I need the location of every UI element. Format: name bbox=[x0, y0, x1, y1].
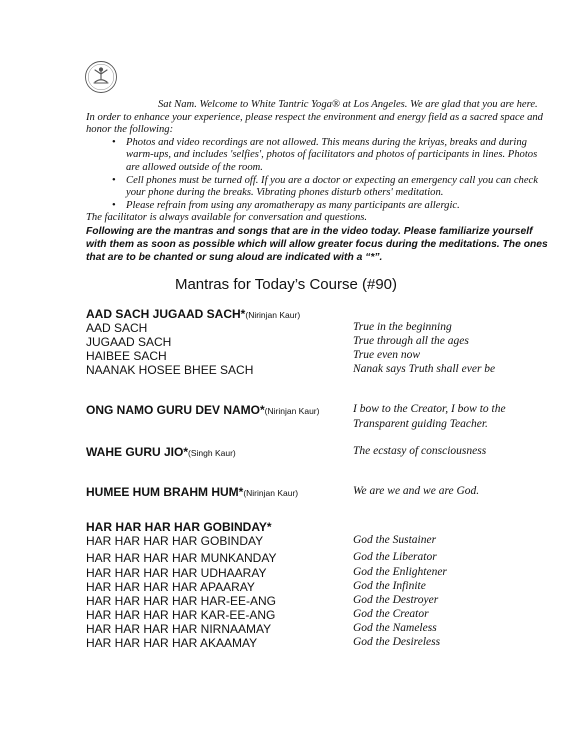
mantra-heading: WAHE GURU JIO*(Singh Kaur) bbox=[86, 445, 236, 459]
translation-continued-row bbox=[86, 418, 556, 432]
translation: God the Infinite bbox=[353, 580, 426, 592]
intro-lead-text: In order to enhance your experience, please respect the environment and energy field as a sacred space and honor the following: bbox=[86, 111, 543, 136]
mantra-line-row bbox=[86, 622, 556, 636]
mantra-line: HAR HAR HAR HAR AKAAMAY bbox=[86, 636, 258, 650]
mantra-line: HAR HAR HAR HAR APAARAY bbox=[86, 580, 255, 594]
mantra-line: JUGAAD SACH bbox=[86, 335, 172, 349]
mantra-heading-row bbox=[86, 445, 556, 459]
mantra-line-row bbox=[86, 636, 556, 650]
translation: God the Nameless bbox=[353, 622, 437, 634]
guidelines-list bbox=[86, 137, 548, 213]
mantra-line: HAR HAR HAR HAR UDHAARAY bbox=[86, 566, 267, 580]
translation: Transparent guiding Teacher. bbox=[353, 418, 488, 430]
translation: God the Creator bbox=[353, 608, 429, 620]
translation: True through all the ages bbox=[353, 335, 469, 347]
mantra-line: AAD SACH bbox=[86, 321, 148, 335]
mantra-line-row bbox=[86, 566, 556, 580]
welcome-text: Sat Nam. Welcome to White Tantric Yoga® at Los Angeles. We are glad that you are here. bbox=[158, 99, 538, 110]
translation: God the Enlightener bbox=[353, 566, 447, 578]
mantra-heading: AAD SACH JUGAAD SACH*(Nirinjan Kaur) bbox=[86, 307, 301, 321]
translation: Nanak says Truth shall ever be bbox=[353, 363, 496, 375]
translation: We are we and we are God. bbox=[353, 485, 480, 497]
mantra-heading-row bbox=[86, 403, 556, 417]
mantra-notice: Following are the mantras and songs that are in the video today. Please familiarize yourself with them as soon as possible which will allow greater focus during the meditations. The ones that are to be chanted or sung aloud are indicated with a “*”. bbox=[86, 226, 548, 263]
mantra-line: NAANAK HOSEE BHEE SACH bbox=[86, 363, 254, 377]
mantra-line: HAR HAR HAR HAR NIRNAAMAY bbox=[86, 622, 272, 636]
mantra-line: HAR HAR HAR HAR HAR-EE-ANG bbox=[86, 594, 277, 608]
course-title: Mantras for Today’s Course (#90) bbox=[174, 276, 398, 293]
mantra-credit: (Nirinjan Kaur) bbox=[245, 310, 301, 320]
intro-section bbox=[86, 99, 548, 225]
mantra-heading: ONG NAMO GURU DEV NAMO*(Nirinjan Kaur) bbox=[86, 403, 320, 417]
translation: The ecstasy of consciousness bbox=[353, 445, 487, 457]
guideline-item: • Photos and video recordings are not allowed. This means during the kriyas, breaks and during warm-ups, and includes 'selfies', photos of facilitators and photos of participants in lines. Photos are allowed outside of the room. bbox=[114, 137, 548, 175]
mantra-line: HAR HAR HAR HAR KAR-EE-ANG bbox=[86, 608, 276, 622]
mantra-credit: (Nirinjan Kaur) bbox=[264, 406, 320, 416]
mantra-line-row bbox=[86, 534, 556, 548]
mantra-heading: HUMEE HUM BRAHM HUM*(Nirinjan Kaur) bbox=[86, 485, 299, 499]
translation: True even now bbox=[353, 349, 421, 361]
mantra-line-row bbox=[86, 363, 556, 377]
mantra-line-row bbox=[86, 608, 556, 622]
mantra-credit: (Nirinjan Kaur) bbox=[243, 488, 299, 498]
mantra-line-row bbox=[86, 349, 556, 363]
mantra-line-row bbox=[86, 335, 556, 349]
translation: God the Sustainer bbox=[353, 534, 437, 546]
guideline-item: • Cell phones must be turned off. If you are a doctor or expecting an emergency call you can check your phone during the breaks. Vibrating phones disturb others' meditation. bbox=[114, 175, 548, 200]
translation: I bow to the Creator, I bow to the bbox=[353, 403, 506, 415]
mantra-line: HAIBEE SACH bbox=[86, 349, 167, 363]
translation: God the Destroyer bbox=[353, 594, 439, 606]
facilitator-note: The facilitator is always available for conversation and questions. bbox=[86, 212, 368, 224]
mantra-heading-row bbox=[86, 520, 556, 534]
translation: True in the beginning bbox=[353, 321, 452, 333]
mantra-line-row bbox=[86, 580, 556, 594]
mantra-line-row bbox=[86, 551, 556, 565]
mantra-heading-row bbox=[86, 307, 556, 321]
mantra-line: HAR HAR HAR HAR GOBINDAY bbox=[86, 534, 264, 548]
translation: God the Liberator bbox=[353, 551, 437, 563]
guideline-item: • Please refrain from using any aromatherapy as many participants are allergic. bbox=[114, 200, 548, 213]
mantra-line-row bbox=[86, 594, 556, 608]
translation: God the Desireless bbox=[353, 636, 441, 648]
mantra-heading-row bbox=[86, 485, 556, 499]
yogi-meditation-logo-icon bbox=[84, 60, 118, 94]
mantra-credit: (Singh Kaur) bbox=[188, 448, 236, 458]
mantra-line-row bbox=[86, 321, 556, 335]
mantra-line: HAR HAR HAR HAR MUNKANDAY bbox=[86, 551, 277, 565]
mantra-heading: HAR HAR HAR HAR GOBINDAY* bbox=[86, 520, 272, 534]
